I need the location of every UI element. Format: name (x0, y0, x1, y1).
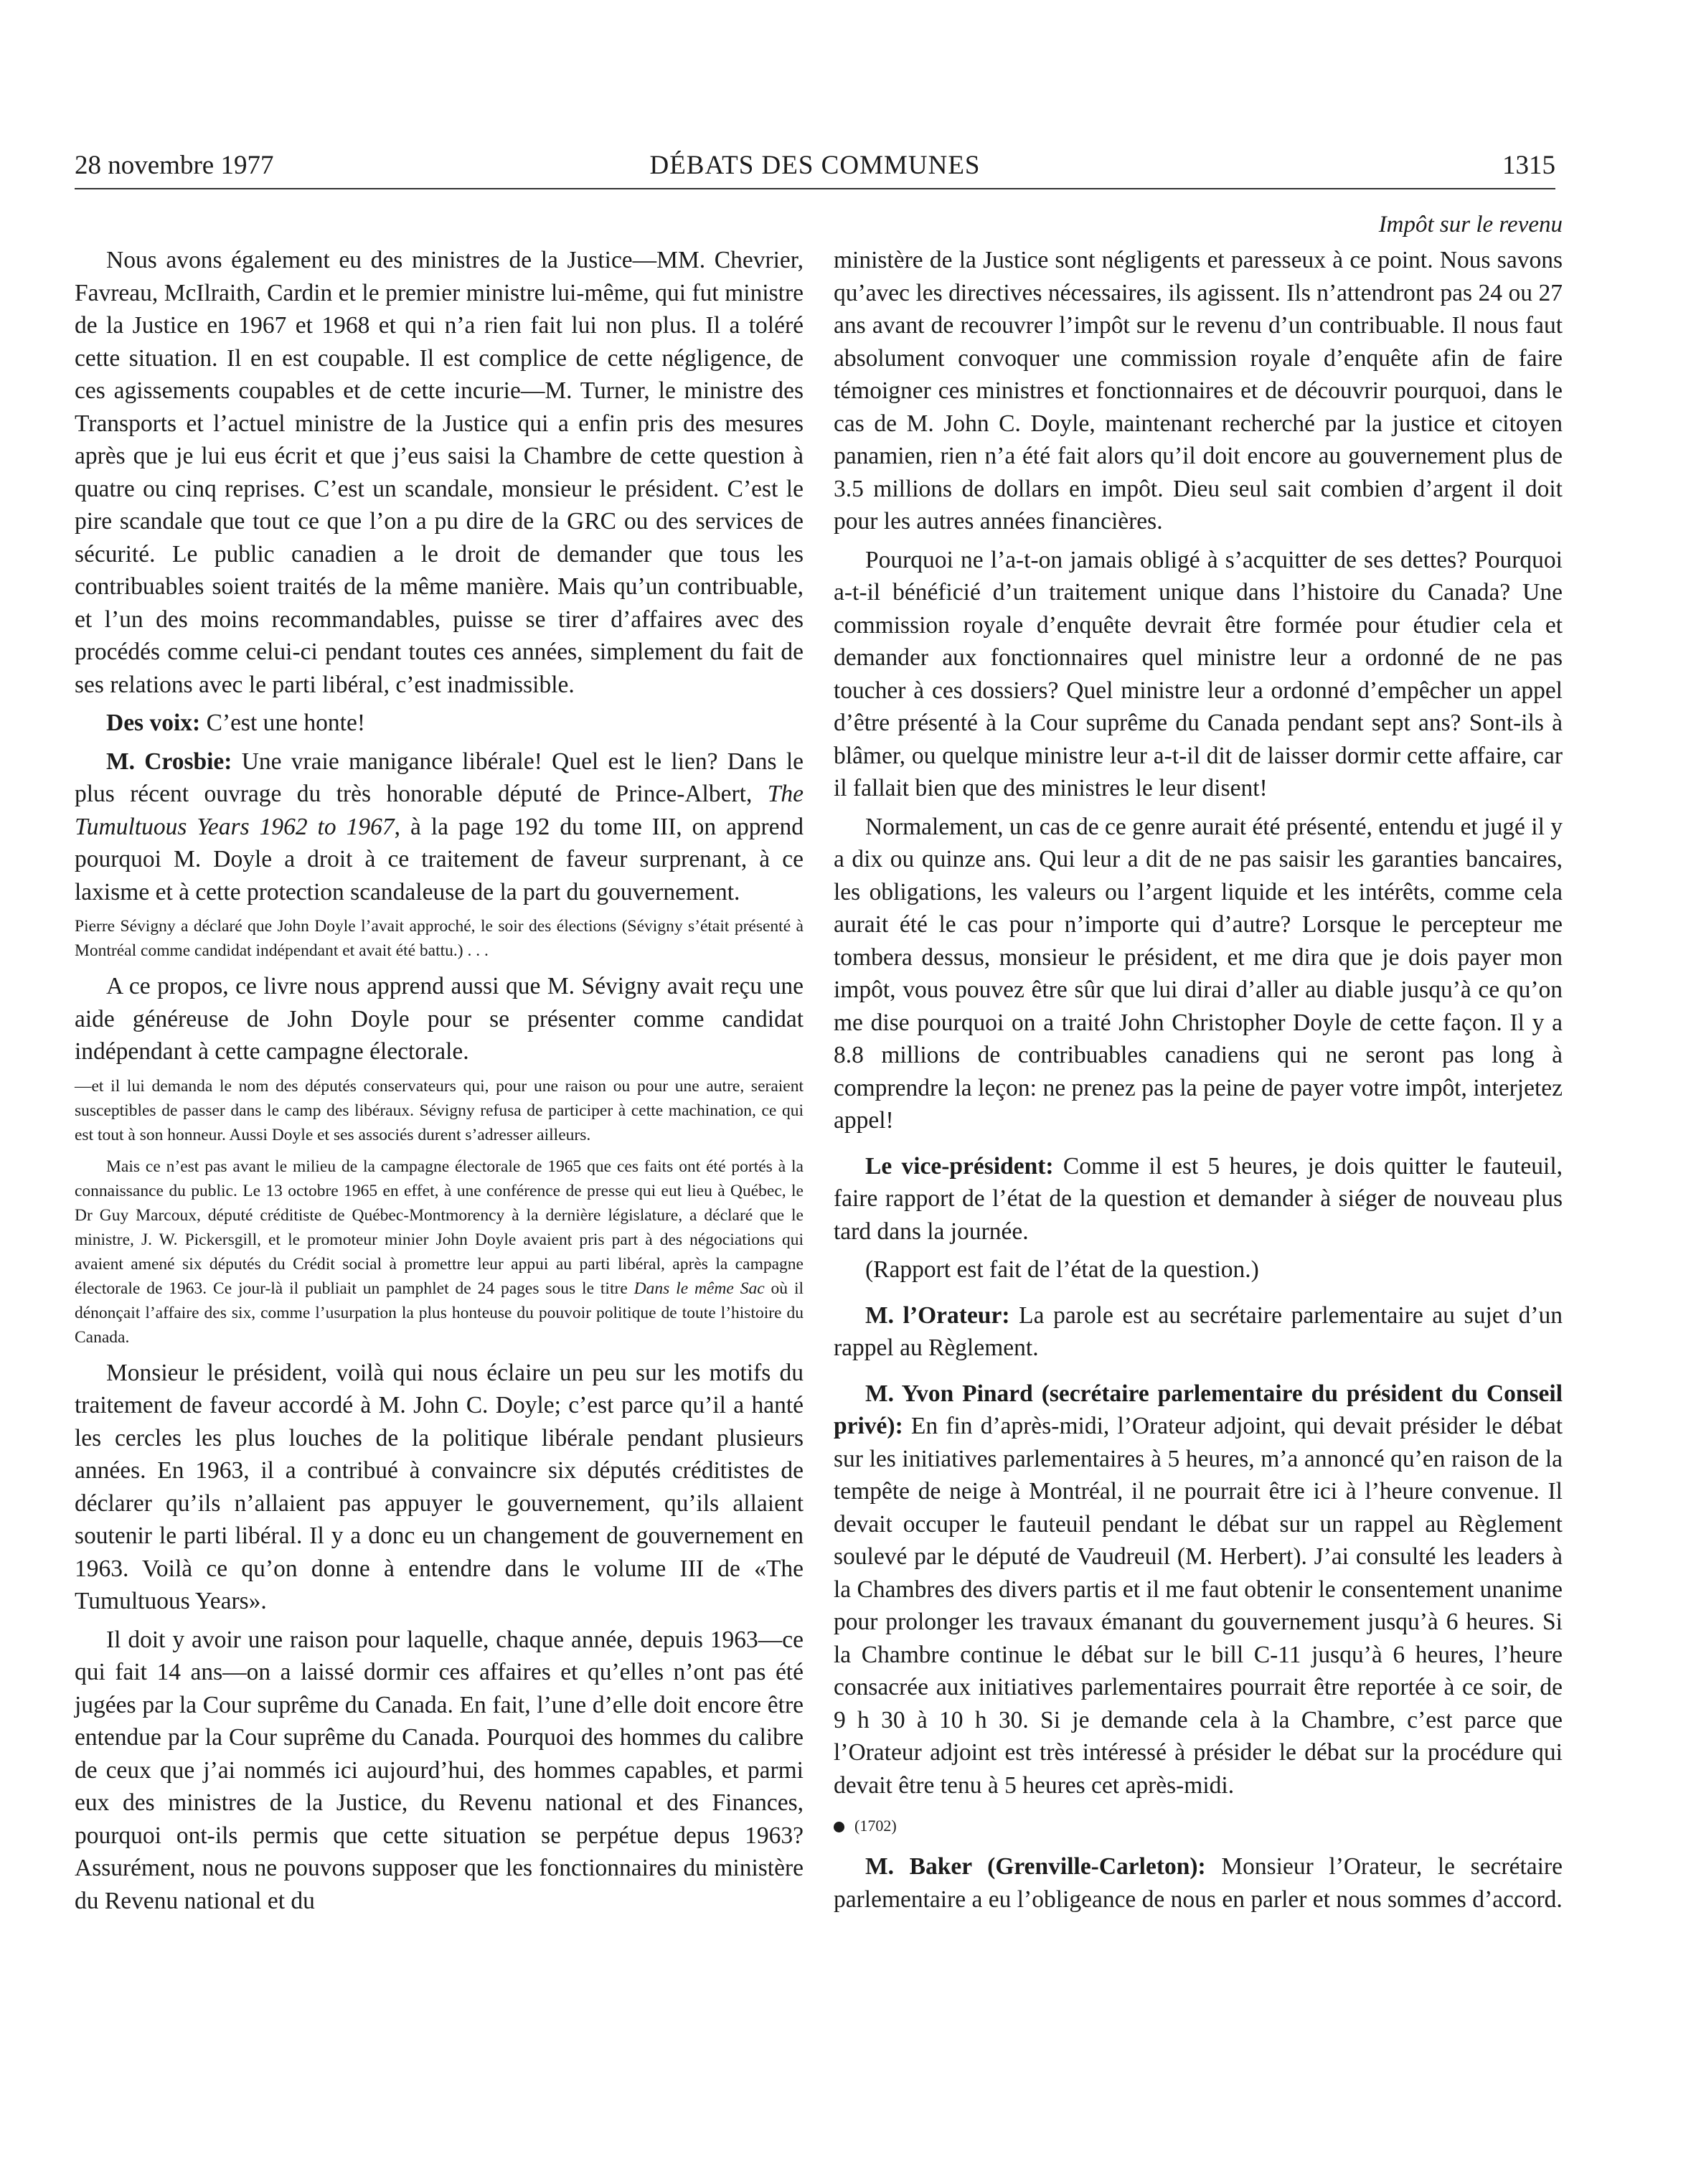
speaker-name: Des voix: (106, 710, 201, 736)
quote-text: Mais ce n’est pas avant le milieu de la campagne électorale de 1965 que ces faits ont été portés à la connaissance du public. Le 13 octobre 1965 en effet, à une conférence de presse qui eut lieu à Québec, le Dr Guy Marcoux, député créditiste de Québec-Montmorency à la dernière législature, a déclaré que le ministre, J. W. Pickersgill, et le promoteur minier John Doyle avaient pris part à des négociations qui avaient amené six députés du Crédit social à promettre leur appui au parti libéral, après la campagne électorale de 1963. Ce jour-là il publiait un pamphlet de 24 pages sous le titre (75, 1157, 804, 1298)
paragraph: A ce propos, ce livre nous apprend aussi que M. Sévigny avait reçu une aide généreuse de John Doyle pour se présenter comme candidat indépendant à cette campagne électorale. (75, 973, 804, 1065)
time-marker (834, 1812, 1563, 1840)
quote-text: où il dénonçait l’affaire des six, comme l’usurpation la plus honteuse du pouvoir politique de toute l’histoire du Canada. (75, 1279, 804, 1347)
speech-crosbie (75, 745, 804, 909)
paragraph: Monsieur le président, voilà qui nous éclaire un peu sur les motifs du traitement de faveur accordé à M. John C. Doyle; c’est parce qu’il a hanté les cercles les plus louches de la politique libérale pendant plusieurs années. En 1963, il a contribué à convaincre six députés créditistes de déclarer qu’ils n’allaient pas appuyer le gouvernement, qu’ils allaient soutenir le parti libéral. Il y a donc eu un changement de gouvernement en 1963. Voilà ce qu’on donne à entendre dans le volume III de «The Tumultuous Years». (75, 1359, 804, 1614)
left-column (75, 244, 804, 1923)
quotation (75, 1154, 804, 1350)
bullet-icon (834, 1822, 844, 1832)
speech-vice-president (834, 1150, 1563, 1248)
paragraph: ministère de la Justice sont négligents et paresseux à ce point. Nous savons qu’avec les directives nécessaires, ils agissent. Ils n’attendront pas 24 ou 27 ans avant de recouvrer l’impôt sur le revenu d’un contribuable. Il nous faut absolument convoquer une commission royale d’enquête afin de faire témoigner ces ministres et fonctionnaires et de découvrir pourquoi, dans le cas de M. John C. Doyle, maintenant recherché par la justice et citoyen panamien, rien n’a été fait alors qu’il doit encore au gouvernement plus de 3.5 millions de dollars en impôt. Dieu seul sait combien d’argent il doit pour les autres années financières. (834, 247, 1563, 535)
speech-baker (834, 1850, 1563, 1916)
subject-heading: Impôt sur le revenu (1378, 212, 1563, 237)
pamphlet-title: Dans le même Sac (633, 1279, 765, 1298)
speaker-name: M. l’Orateur: (865, 1302, 1010, 1329)
header-title: DÉBATS DES COMMUNES (649, 151, 981, 180)
speaker-name: M. Baker (Grenville-Carleton): (865, 1853, 1206, 1880)
speech-text: Une vraie manigance libérale! Quel est le lien? Dans le plus récent ouvrage du très honorable député de Prince-Albert, (75, 748, 804, 807)
page-number: 1315 (1502, 151, 1555, 180)
paragraph: Normalement, un cas de ce genre aurait été présenté, entendu et jugé il y a dix ou quinze ans. Qui leur a dit de ne pas saisir les garanties bancaires, les obligations, les valeurs ou l’argent liquide et les intérêts, comme cela aurait été le cas pour n’importe qui d’autre? Lorsque le percepteur me tombera dessus, monsieur le président, et me dira que je dois payer mon impôt, vous pouvez être sûr que lui dirai d’aller au diable jusqu’à ce qu’on me dise pourquoi on a traité John Christopher Doyle de cette façon. Il y a 8.8 millions de contribuables canadiens qui ne seront pas long à comprendre la leçon: ne prenez pas la peine de payer votre impôt, interjetez appel! (834, 813, 1563, 1134)
header-date: 28 novembre 1977 (75, 151, 274, 180)
speaker-name: Le vice-président: (865, 1152, 1054, 1180)
quotation: —et il lui demanda le nom des députés conservateurs qui, pour une raison ou pour une autre, seraient susceptibles de passer dans le camp des libéraux. Sévigny refusa de participer à cette machination, ce qui est tout à son honneur. Aussi Doyle et ses associés durent s’adresser ailleurs. (75, 1076, 804, 1144)
paragraph: Nous avons également eu des ministres de la Justice—MM. Chevrier, Favreau, McIlraith, Cardin et le premier ministre lui-même, qui fut ministre de la Justice en 1967 et 1968 et qui n’a rien fait lui non plus. Il a toléré cette situation. Il en est coupable. Il est complice de cette négligence, de ces agissements coupables et de cette incurie—M. Turner, le ministre des Transports et l’actuel ministre de la Justice qui a enfin pris des mesures après que je lui eus écrit et que j’eus saisi la Chambre de cette question à quatre ou cinq reprises. C’est un scandale, monsieur le président. C’est le pire scandale que tout ce que l’on a pu dire de la GRC ou des services de sécurité. Le public canadien a le droit de demander que tous les contribuables soient traités de la même manière. Mais qu’un contribuable, et l’un des moins recommandables, puisse se tirer d’affaires avec des procédés comme celui-ci pendant toutes ces années, simplement du fait de ses relations avec le parti libéral, c’est inadmissible. (75, 247, 804, 698)
time-marker-text: (1702) (854, 1817, 897, 1835)
speaker-name: M. Yvon Pinard (secrétaire parlementaire du président du Conseil privé): (834, 1380, 1563, 1439)
quotation: Pierre Sévigny a déclaré que John Doyle l’avait approché, le soir des élections (Sévigny s’était présenté à Montréal comme candidat indépendant et avait été battu.) . . . (75, 917, 804, 960)
speech-text: Monsieur l’Orateur, le secrétaire parlementaire a eu l’obligeance de nous en parler et nous sommes d’accord. (834, 1853, 1563, 1913)
paragraph: Il doit y avoir une raison pour laquelle, chaque année, depuis 1963—ce qui fait 14 ans—on a laissé dormir ces affaires et qu’elles n’ont pas été jugées par la Cour suprême du Canada. En fait, l’une d’elle doit encore être entendue par la Cour suprême du Canada. Pourquoi des hommes du calibre de ceux que j’ai nommés ici aujourd’hui, des hommes capables, et parmi eux des ministres de la Justice, du Revenu national et des Finances, pourquoi ont-ils permis que cette situation se perpétue depus 1963? Assurément, nous ne pouvons supposer que les fonctionnaires du ministère du Revenu national et du (75, 1626, 804, 1914)
speech-text: La parole est au secrétaire parlementaire au sujet d’un rappel au Règlement. (834, 1302, 1563, 1361)
page-header (75, 146, 1555, 189)
speaker-name: M. Crosbie: (106, 748, 232, 775)
speech-text: C’est une honte! (200, 710, 365, 736)
book-title: The Tumultuous Years 1962 to 1967 (75, 781, 804, 840)
right-column (834, 208, 1563, 1921)
speech-text: , à la page 192 du tome III, on apprend pourquoi M. Doyle a droit à ce traitement de faveur surprenant, à ce laxisme et à cette protection scandaleuse de la part du gouvernement. (75, 813, 804, 905)
interjection (75, 707, 804, 740)
speech-text: En fin d’après-midi, l’Orateur adjoint, qui devait présider le débat sur les initiatives parlementaires à 5 heures, m’a annoncé qu’en raison de la tempête de neige à Montréal, il ne pourrait être ici à l’heure convenue. Il devait occuper le fauteuil pendant le débat sur un rappel au Règlement soulevé par le député de Vaudreuil (M. Herbert). J’ai consulté les leaders à la Chambres des divers partis et il me faut obtenir le consentement unanime pour prolonger les travaux émanant du gouvernement jusqu’à 6 heures. Si la Chambre continue le débat sur le bill C-11 jusqu’à 6 heures, l’heure consacrée aux initiatives parlementaires pourrait être reportée à ce soir, de 9 h 30 à 10 h 30. Si je demande cela à la Chambre, c’est parce que l’Orateur adjoint est très intéressé à présider le débat sur la procédure qui devait être tenu à 5 heures cet après-midi. (834, 1413, 1563, 1799)
procedural-note: (Rapport est fait de l’état de la question.) (865, 1256, 1259, 1283)
speech-text: Comme il est 5 heures, je dois quitter le fauteuil, faire rapport de l’état de la question et demander à siéger de nouveau plus tard dans la journée. (834, 1152, 1563, 1245)
paragraph: Pourquoi ne l’a-t-on jamais obligé à s’acquitter de ses dettes? Pourquoi a-t-il bénéficié d’un traitement unique dans l’histoire du Canada? Une commission royale d’enquête devrait être formée pour étudier cela et demander aux fonctionnaires quel ministre leur a ordonné de ne pas toucher à ces dossiers? Quel ministre leur a ordonné d’empêcher un appel d’être présenté à la Cour suprême du Canada pendant sept ans? Sont-ils à blâmer, ou quelque ministre leur a-t-il dit de laisser dormir cette affaire, car il fallait bien que des ministres le leur disent! (834, 546, 1563, 801)
speech-pinard (834, 1378, 1563, 1802)
speech-speaker (834, 1299, 1563, 1365)
